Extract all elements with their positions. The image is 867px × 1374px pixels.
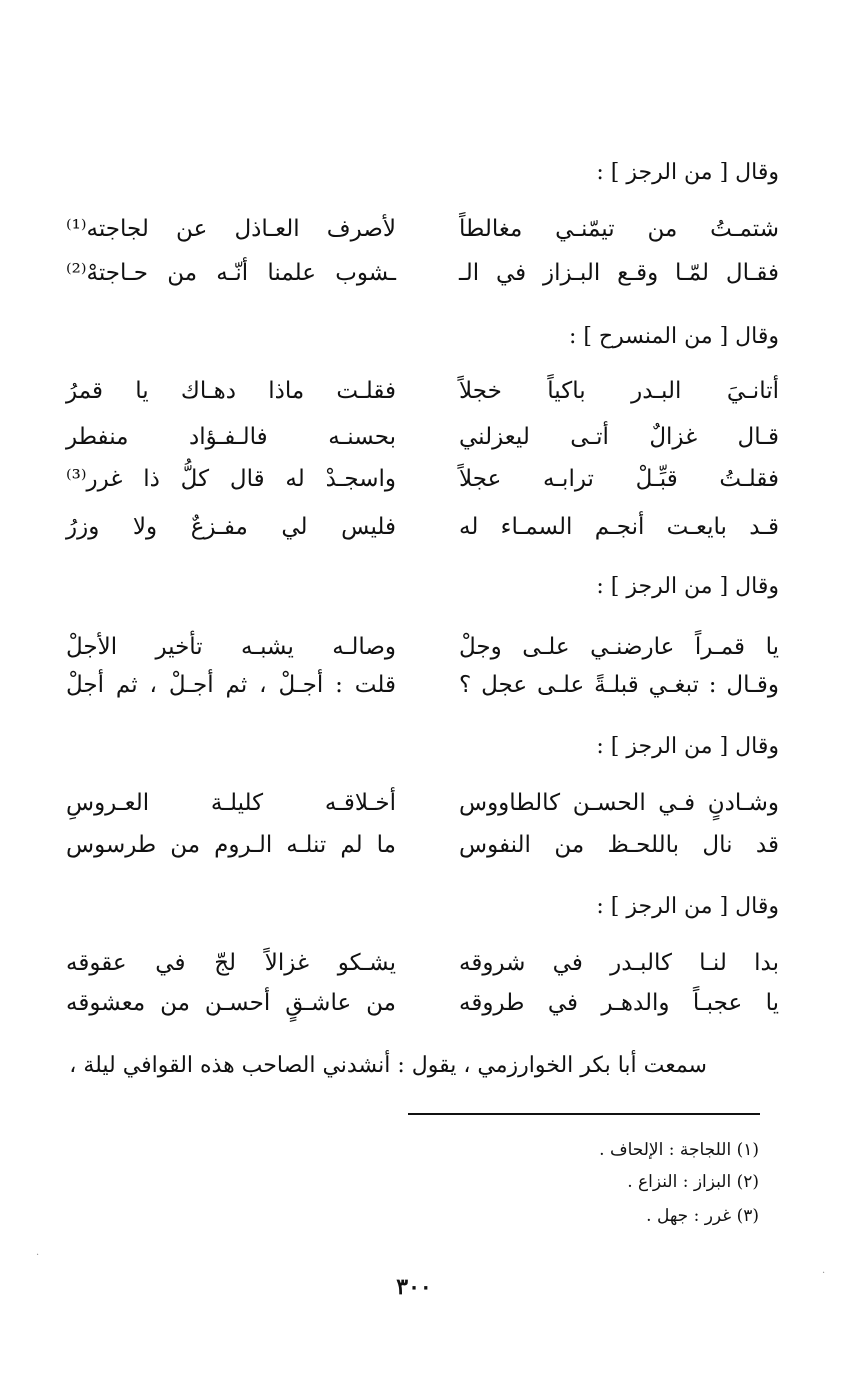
verse-first-hemistich: وشـادنٍ فـي الحسـن كالطاووس [459, 790, 779, 816]
section-heading: وقال [ من الرجز ] : [596, 734, 779, 759]
verse-line [66, 828, 779, 862]
verse-line [66, 212, 779, 246]
verse-line [66, 630, 779, 664]
verse-second-hemistich: لأصرف العـاذل عن لجاجته⁽¹⁾ [66, 216, 396, 242]
verse-second-hemistich: ما لم تنلـه الـروم من طرسوس [66, 832, 396, 858]
verse-line [66, 986, 779, 1020]
verse-second-hemistich: واسجـدْ له قال كلُّ ذا غرر⁽³⁾ [66, 466, 396, 492]
section-heading: وقال [ من المنسرح ] : [568, 324, 779, 349]
verse-second-hemistich: قلت : أجـلْ ، ثم أجـلْ ، ثم أجلْ [66, 672, 396, 698]
verse-second-hemistich: من عاشـقٍ أحسـن من معشوقه [66, 990, 396, 1016]
scan-speck: · [36, 1250, 40, 1261]
verse-first-hemistich: أتانـيَ البـدر باكياً خجلاً [459, 378, 779, 404]
verse-second-hemistich: يشـكو غزالاً لجّ في عقوقه [66, 950, 396, 976]
footnote: (٣) غرر : جهل . [646, 1206, 759, 1226]
verse-first-hemistich: قـال غزالٌ أتـى ليعزلني [459, 424, 779, 450]
footnote: (٢) البزاز : النزاع . [627, 1172, 759, 1192]
verse-first-hemistich: يا عجبـاً والدهـر في طروقه [459, 990, 779, 1016]
page-number: ٣٠٠ [396, 1274, 432, 1300]
verse-first-hemistich: وقـال : تبغـي قبلـةً علـى عجل ؟ [459, 672, 779, 698]
section-heading: وقال [ من الرجز ] : [596, 574, 779, 599]
verse-line [66, 256, 779, 290]
verse-second-hemistich: أخـلاقـه كليلـة العـروسِ [66, 790, 396, 816]
section-heading: وقال [ من الرجز ] : [596, 160, 779, 185]
verse-first-hemistich: شتمـتُ من تيمّنـي مغالطاً [459, 216, 779, 242]
footnote: (١) اللجاجة : الإلحاف . [599, 1140, 759, 1160]
verse-first-hemistich: قـد بايعـت أنجـم السمـاء له [459, 514, 779, 540]
scan-speck: · [822, 1268, 826, 1279]
verse-first-hemistich: بدا لنـا كالبـدر في شروقه [459, 950, 779, 976]
verse-line [66, 462, 779, 496]
verse-line [66, 510, 779, 544]
section-heading: وقال [ من الرجز ] : [596, 894, 779, 919]
verse-line [66, 420, 779, 454]
verse-line [66, 786, 779, 820]
verse-first-hemistich: يا قمـراً عارضنـي علـى وجلْ [459, 634, 779, 660]
verse-second-hemistich: بحسنـه فالـفـؤاد منفطر [66, 424, 396, 450]
footnote-divider [408, 1113, 760, 1115]
verse-second-hemistich: فليس لي مفـزعٌ ولا وزرُ [66, 514, 396, 540]
verse-first-hemistich: فقلـتُ قبِّـلْ ترابـه عجلاً [459, 466, 779, 492]
verse-line [66, 946, 779, 980]
verse-line [66, 374, 779, 408]
prose-paragraph: سمعت أبا بكر الخوارزمي ، يقول : أنشدني الصاحب هذه القوافي ليلة ، [69, 1053, 707, 1078]
verse-first-hemistich: فقـال لمّـا وقـع البـزاز في الـ [459, 260, 779, 286]
verse-second-hemistich: وصالـه يشبـه تأخير الأجلْ [66, 634, 396, 660]
verse-first-hemistich: قد نال باللحـظ من النفوس [459, 832, 779, 858]
verse-line [66, 668, 779, 702]
verse-second-hemistich: فقلـت ماذا دهـاك يا قمرُ [66, 378, 396, 404]
verse-second-hemistich: ـشوب علمنا أنّـه من حـاجتهْ⁽²⁾ [66, 260, 396, 286]
